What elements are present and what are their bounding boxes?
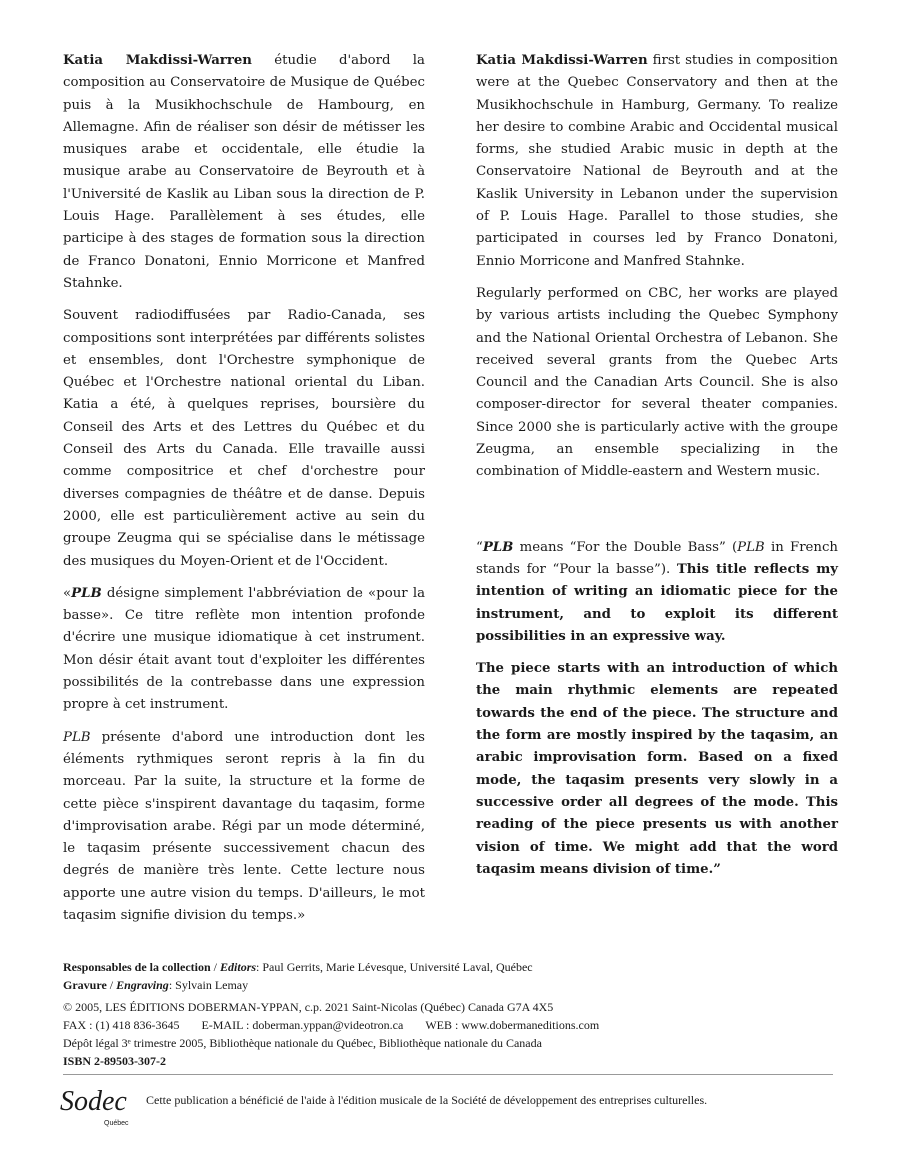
en-quote-mid-2: in French stands for “Pour la basse”). <box>476 539 838 577</box>
fr-bio-paragraph-1 <box>63 50 425 295</box>
editors-label-en: Editors <box>220 960 257 974</box>
en-quote-paragraph-1 <box>476 537 838 648</box>
en-quote-bold-1: This title reflects my intention of writing an idiomatic piece for the instrument, and to exploit its different possibilities in an expressive way. <box>476 561 839 644</box>
fr-bio-text-1: étudie d'abord la composition au Conservatoire de Musique de Québec puis à la Musikhochschule de Hambourg, en Allemagne. Afin de réaliser son désir de métisser les musiques arabe et occidentale, elle étudie la musique arabe au Conservatoire de Beyrouth et à l'Université de Kaslik au Liban sous la direction de P. Louis Hage. Parallèlement à ses études, elle participe à des stages de formation sous la direction de Franco Donatoni, Ennio Morricone et Manfred Stahnke. <box>63 53 425 291</box>
website: WEB : www.dobermaneditions.com <box>425 1018 600 1032</box>
copyright-line: © 2005, LES ÉDITIONS DOBERMAN-YPPAN, c.p. 2021 Saint-Nicolas (Québec) Canada G7A 4X5 <box>63 1000 554 1014</box>
en-quote-paragraph-2: The piece starts with an introduction of which the main rhythmic elements are repeated towards the end of the piece. The structure and the form are mostly inspired by the taqasim, an arabic improvisation form. Based on a fixed mode, the taqasim presents very slowly in a successive order all degrees of the mode. This reading of the piece presents us with another vision of time. We might add that the word taqasim means division of time.” <box>476 661 838 877</box>
en-spacer <box>476 494 838 537</box>
fr-quote-text-2: présente d'abord une introduction dont les éléments rythmiques seront repris à la fin du morceau. Par la suite, la structure et la forme de cette pièce s'inspirent davantage du taqasim, forme d'improvisation arabe. Régi par un mode déterminé, le taqasim présente successivement chacun des degrés de manière très lente. Cette lecture nous apporte une autre vision du temps. D'ailleurs, le mot taqasim signifie division du temps.» <box>63 729 425 923</box>
engraving-sep: / <box>106 978 117 992</box>
en-quote-mid: means “For the Double Bass” ( <box>513 539 738 555</box>
editors-value: : Paul Gerrits, Marie Lévesque, Université Laval, Québec <box>256 960 533 974</box>
fr-work-title-2: PLB <box>63 729 91 745</box>
en-composer-name: Katia Makdissi-Warren <box>476 53 648 68</box>
sodec-logo-text: Sodec <box>60 1086 127 1117</box>
fax-number: FAX : (1) 418 836-3645 <box>63 1018 180 1032</box>
legal-deposit-line: Dépôt légal 3ᵉ trimestre 2005, Bibliothèque nationale du Québec, Bibliothèque nationale du Canada <box>63 1036 542 1050</box>
en-bio-paragraph-2: Regularly performed on CBC, her works are played by various artists including the Quebec Symphony and the National Oriental Orchestra of Lebanon. She received several grants from the Quebec Arts Council and the Canadian Arts Council. She is also composer-director for several theater companies. Since 2000 she is particularly active with the groupe Zeugma, an ensemble specializing in the combination of Middle-eastern and Western music. <box>476 285 838 480</box>
email-address: E-MAIL : doberman.yppan@videotron.ca <box>201 1018 404 1032</box>
fr-work-title: PLB <box>71 585 102 601</box>
en-quote-open: “ <box>476 539 483 555</box>
engraving-label-en: Engraving <box>116 978 169 992</box>
french-column <box>63 50 425 937</box>
en-work-title: PLB <box>482 539 514 555</box>
engraving-value: : Sylvain Lemay <box>168 978 249 992</box>
fr-quote-paragraph-2 <box>63 727 425 928</box>
contact-line <box>63 1016 843 1034</box>
editors-label-fr: Responsables de la collection <box>63 960 211 974</box>
fr-composer-name: Katia Makdissi-Warren <box>63 53 252 68</box>
credits-block <box>63 958 843 1070</box>
fr-quote-paragraph-1 <box>63 583 425 717</box>
sodec-logo <box>58 1082 138 1128</box>
editors-sep: / <box>210 960 221 974</box>
fr-quote-open: « <box>63 585 72 601</box>
engraving-line <box>63 976 843 994</box>
en-bio-text-1: first studies in composition were at the Quebec Conservatory and then at the Musikhochschule in Hamburg, Germany. To realize her desire to combine Arabic and Occidental musical forms, she studied Arabic music in depth at the Conservatoire National de Beyrouth and at the Kaslik University in Lebanon under the supervision of P. Louis Hage. Parallel to those studies, she participated in courses led by Franco Donatoni, Ennio Morricone and Manfred Stahnke. <box>476 53 838 269</box>
isbn-line <box>63 1052 843 1070</box>
footer-divider <box>63 1074 833 1075</box>
en-bio-paragraph-1 <box>476 50 838 273</box>
engraving-label-fr: Gravure <box>63 978 107 992</box>
english-column <box>476 50 838 891</box>
isbn: ISBN 2-89503-307-2 <box>63 1054 167 1068</box>
fr-quote-text-1: désigne simplement l'abbréviation de «pour la basse». Ce titre reflète mon intention profonde d'écrire une musique idiomatique à cet instrument. Mon désir était avant tout d'exploiter les différentes possibilités de la contrebasse dans une expression propre à cet instrument. <box>63 585 425 713</box>
en-work-title-2: PLB <box>737 539 765 555</box>
sodec-logo-sub: Québec <box>104 1120 129 1127</box>
fr-bio-paragraph-2: Souvent radiodiffusées par Radio-Canada, ses compositions sont interprétées par différents solistes et ensembles, dont l'Orchestre symphonique de Québec et l'Orchestre national oriental du Liban. Katia a été, à quelques reprises, boursière du Conseil des Arts et des Lettres du Québec et du Conseil des Arts du Canada. Elle travaille aussi comme compositrice et chef d'orchestre pour diverses compagnies de théâtre et de danse. Depuis 2000, elle est particulièrement active au sein du groupe Zeugma qui se spécialise dans le métissage des musiques du Moyen-Orient et de l'Occident. <box>63 308 425 569</box>
editors-line <box>63 958 843 976</box>
sodec-notice: Cette publication a bénéficié de l'aide à l'édition musicale de la Société de développement des entreprises culturelles. <box>146 1093 708 1107</box>
